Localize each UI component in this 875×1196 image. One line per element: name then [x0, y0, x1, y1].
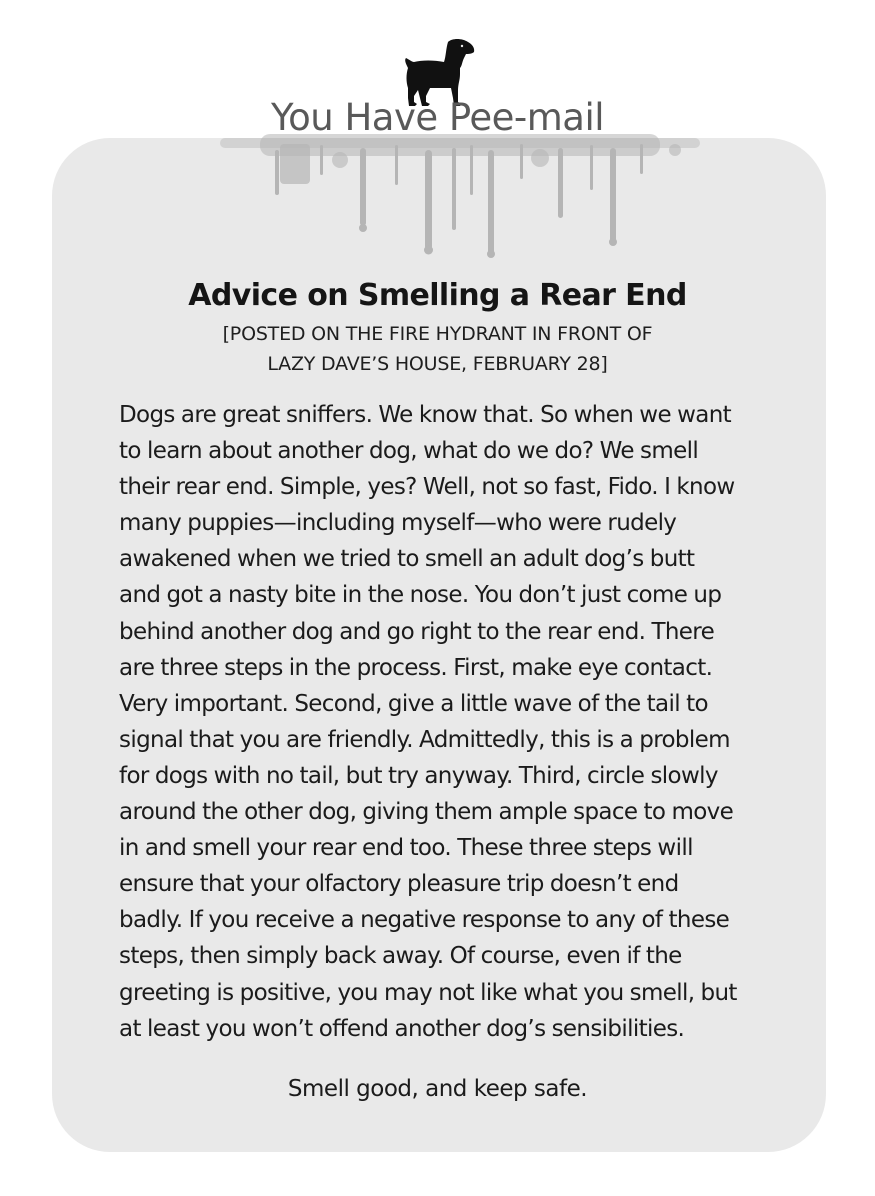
- body-line: steps, then simply back away. Of course, even if the: [119, 943, 682, 970]
- body-line: and got a nasty bite in the nose. You don’t just come up: [119, 582, 722, 609]
- body-line: awakened when we tried to smell an adult dog’s butt: [119, 546, 695, 573]
- body-line: many puppies—including myself—who were rudely: [119, 510, 677, 537]
- body-line: behind another dog and go right to the rear end. There: [119, 618, 715, 645]
- post-signoff: Smell good, and keep safe.: [287, 1076, 588, 1102]
- body-line: to learn about another dog, what do we do? We smell: [119, 438, 699, 465]
- body-line: for dogs with no tail, but try anyway. Third, circle slowly: [119, 762, 718, 789]
- page-title: You Have Pee-mail: [270, 96, 605, 139]
- body-line: ensure that your olfactory pleasure trip doesn’t end: [119, 871, 679, 898]
- post-title: Advice on Smelling a Rear End: [188, 278, 687, 313]
- drip-splash-decoration: [220, 130, 700, 260]
- post-meta-line: LAZY DAVE’S HOUSE, FEBRUARY 28]: [267, 353, 608, 375]
- body-line: around the other dog, giving them ample space to move: [119, 799, 734, 826]
- body-line: greeting is positive, you may not like what you smell, but: [119, 979, 737, 1006]
- post-body: [119, 397, 759, 1047]
- body-line: Very important. Second, give a little wave of the tail to: [119, 690, 708, 717]
- body-line: badly. If you receive a negative response to any of these: [119, 907, 730, 934]
- post-meta: [0, 319, 875, 379]
- body-line: signal that you are friendly. Admittedly, this is a problem: [119, 726, 730, 753]
- body-line: Dogs are great sniffers. We know that. So when we want: [119, 402, 732, 428]
- body-line: their rear end. Simple, yes? Well, not so fast, Fido. I know: [119, 474, 735, 501]
- post-meta-line: [POSTED ON THE FIRE HYDRANT IN FRONT OF: [222, 323, 653, 345]
- body-line: in and smell your rear end too. These three steps will: [119, 835, 693, 862]
- body-line: are three steps in the process. First, make eye contact.: [119, 654, 713, 681]
- body-line: at least you won’t offend another dog’s sensibilities.: [119, 1015, 685, 1042]
